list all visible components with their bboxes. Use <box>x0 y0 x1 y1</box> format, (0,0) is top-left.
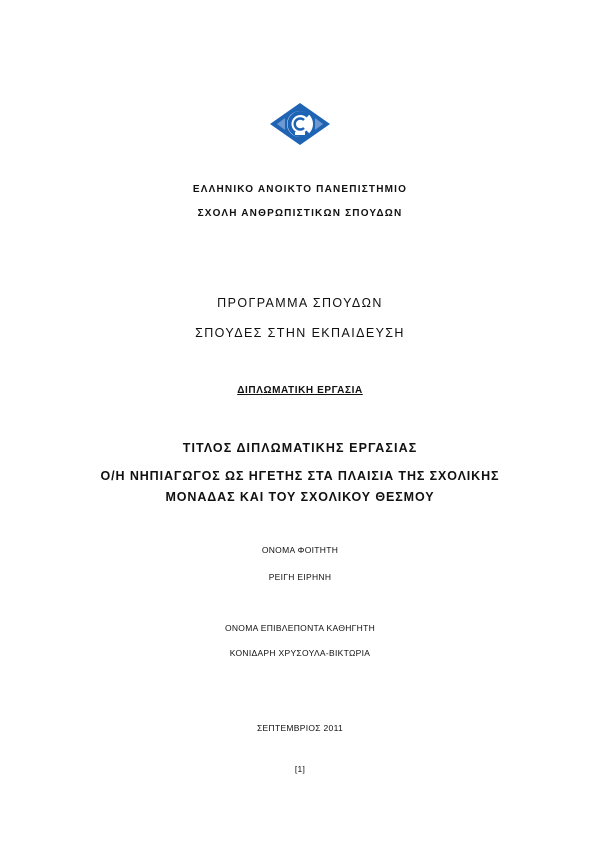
thesis-title-heading: ΤΙΤΛΟΣ ΔΙΠΛΩΜΑΤΙΚΗΣ ΕΡΓΑΣΙΑΣ <box>182 441 418 455</box>
thesis-title-line-1: Ο/Η ΝΗΠΙΑΓΩΓΟΣ ΩΣ ΗΓΕΤΗΣ ΣΤΑ ΠΛΑΙΣΙΑ ΤΗΣ ΣΧΟΛΙΚΗΣ <box>100 469 500 483</box>
program-name: ΣΠΟΥΔΕΣ ΣΤΗΝ ΕΚΠΑΙΔΕΥΣΗ <box>195 326 405 340</box>
student-name: ΡΕΙΓΗ ΕΙΡΗΝΗ <box>268 572 332 582</box>
supervisor-label: ΟΝΟΜΑ ΕΠΙΒΛΕΠΟΝΤΑ ΚΑΘΗΓΗΤΗ <box>224 623 376 633</box>
thesis-title-line-2: ΜΟΝΑΔΑΣ ΚΑΙ ΤΟΥ ΣΧΟΛΙΚΟΥ ΘΕΣΜΟΥ <box>165 490 435 504</box>
student-label: ΟΝΟΜΑ ΦΟΙΤΗΤΗ <box>261 545 339 555</box>
page-number: [1] <box>294 764 306 774</box>
school-name: ΣΧΟΛΗ ΑΝΘΡΩΠΙΣΤΙΚΩΝ ΣΠΟΥΔΩΝ <box>197 208 403 219</box>
supervisor-name: ΚΟΝΙΔΑΡΗ ΧΡΥΣΟΥΛΑ-ΒΙΚΤΩΡΙΑ <box>229 648 371 658</box>
submission-date: ΣΕΠΤΕΜΒΡΙΟΣ 2011 <box>256 723 343 733</box>
university-name: ΕΛΛΗΝΙΚΟ ΑΝΟΙΚΤΟ ΠΑΝΕΠΙΣΤΗΜΙΟ <box>192 184 408 195</box>
program-heading: ΠΡΟΓΡΑΜΜΑ ΣΠΟΥΔΩΝ <box>217 296 383 310</box>
document-type: ΔΙΠΛΩΜΑΤΙΚΗ ΕΡΓΑΣΙΑ <box>237 385 363 396</box>
eap-university-logo-icon <box>268 101 332 147</box>
